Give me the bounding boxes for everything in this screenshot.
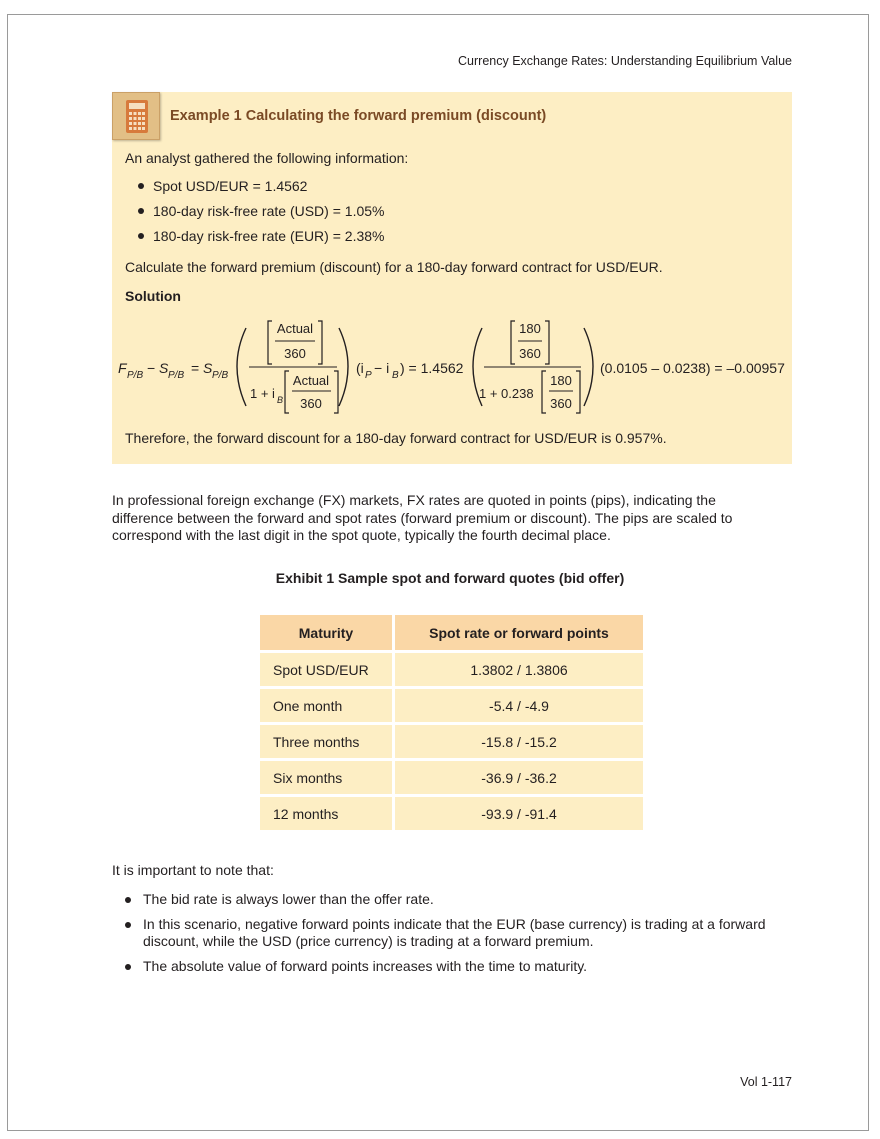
table-cell: -5.4 / -4.9 — [395, 689, 643, 725]
formula-360-1: 360 — [284, 346, 306, 361]
formula-360-3: 360 — [519, 346, 541, 361]
formula-actual-2: Actual — [292, 373, 330, 388]
formula-s-sub: P/B — [168, 370, 185, 381]
list-item: 180-day risk-free rate (USD) = 1.05% — [136, 203, 384, 228]
formula-f: F — [118, 360, 127, 376]
example-box — [112, 92, 792, 464]
exhibit-title: Exhibit 1 Sample spot and forward quotes (bid offer) — [275, 570, 625, 586]
table-row — [260, 797, 643, 833]
table-header-row — [260, 615, 643, 653]
notes-list — [112, 891, 792, 983]
list-item: 180-day risk-free rate (EUR) = 2.38% — [136, 228, 384, 253]
table-cell: One month — [260, 689, 395, 725]
table-cell: Three months — [260, 725, 395, 761]
table-row — [260, 761, 643, 797]
table-row — [260, 725, 643, 761]
formula-equals: = — [191, 360, 200, 376]
formula-denom-prefix: 1 + 0.238 — [479, 386, 534, 401]
solution-label: Solution — [125, 288, 181, 304]
formula-s: S — [159, 360, 169, 376]
formula-f-sub: P/B — [127, 370, 144, 381]
exhibit-table — [260, 615, 643, 833]
formula-rate-open: (i — [356, 360, 364, 376]
formula-s-rhs: S — [203, 360, 213, 376]
table-cell: -93.9 / -91.4 — [395, 797, 643, 833]
formula-rate-minus: − i — [374, 360, 390, 376]
list-item: In this scenario, negative forward points indicate that the EUR (base currency) is trading at a forward discount, while the USD (price currency) is trading at a forward premium. — [112, 916, 792, 950]
table-row — [260, 689, 643, 725]
formula-180-1: 180 — [519, 321, 541, 336]
formula-i-sub-p: P — [365, 370, 372, 381]
example-intro: An analyst gathered the following information: — [125, 150, 409, 166]
formula-180-2: 180 — [550, 373, 572, 388]
page-number: Vol 1-117 — [740, 1075, 792, 1089]
column-header-points: Spot rate or forward points — [395, 615, 643, 653]
formula-minus: − — [147, 360, 156, 376]
list-item: Spot USD/EUR = 1.4562 — [136, 178, 384, 203]
formula-rate-close: ) = 1.4562 — [400, 360, 464, 376]
example-conclusion: Therefore, the forward discount for a 180-day forward contract for USD/EUR is 0.957%. — [125, 430, 667, 446]
table-cell: -15.8 / -15.2 — [395, 725, 643, 761]
example-title: Example 1 Calculating the forward premium (discount) — [170, 108, 547, 124]
running-head: Currency Exchange Rates: Understanding Equilibrium Value — [458, 54, 792, 68]
formula-360-2: 360 — [300, 396, 322, 411]
list-item: The bid rate is always lower than the offer rate. — [112, 891, 792, 908]
table-cell: Spot USD/EUR — [260, 653, 395, 689]
formula-s-rhs-sub: P/B — [212, 370, 229, 381]
calculator-icon — [112, 92, 160, 140]
formula-one-plus-i: 1 + i — [250, 386, 275, 401]
notes-intro: It is important to note that: — [112, 862, 274, 878]
table-cell: 1.3802 / 1.3806 — [395, 653, 643, 689]
column-header-maturity: Maturity — [260, 615, 395, 653]
formula-actual-1: Actual — [276, 321, 314, 336]
formula-tail: (0.0105 – 0.0238) = –0.00957 — [600, 360, 785, 376]
table-cell: -36.9 / -36.2 — [395, 761, 643, 797]
example-task: Calculate the forward premium (discount) for a 180-day forward contract for USD/EUR. — [125, 259, 663, 275]
body-paragraph: In professional foreign exchange (FX) markets, FX rates are quoted in points (pips), indicating the difference between the forward and spot rates (forward premium or discount). The pips are scaled to correspond with the last digit in the spot quote, typically the fourth decimal place. — [112, 492, 733, 543]
formula-i-sub-b-2: B — [392, 370, 399, 381]
formula-i-sub-b: B — [277, 395, 284, 405]
formula-360-4: 360 — [550, 396, 572, 411]
example-bullets — [136, 178, 384, 253]
table-cell: Six months — [260, 761, 395, 797]
list-item: The absolute value of forward points increases with the time to maturity. — [112, 958, 792, 975]
table-cell: 12 months — [260, 797, 395, 833]
table-row — [260, 653, 643, 689]
